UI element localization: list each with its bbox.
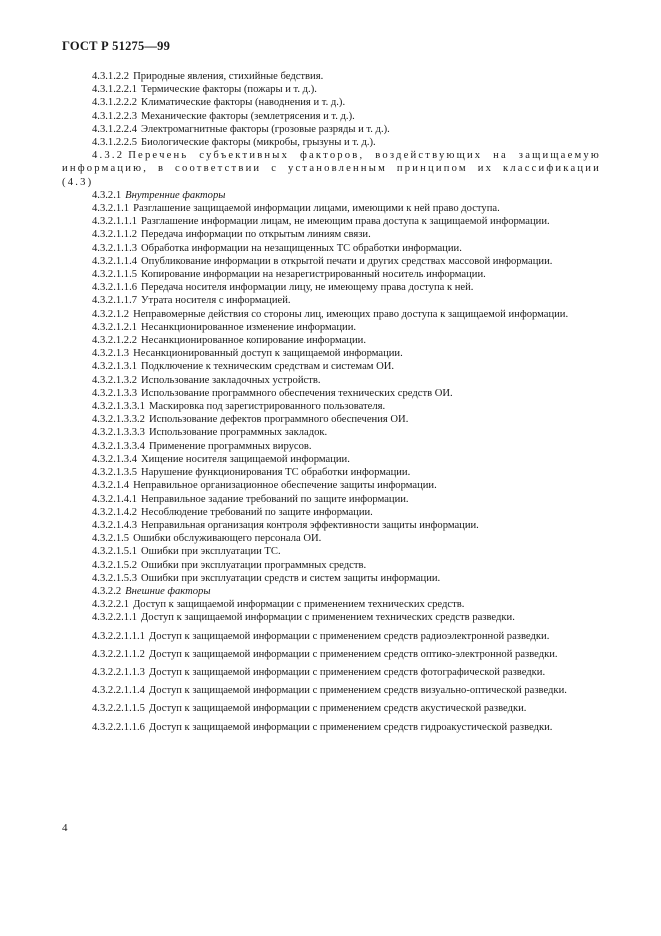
clause-text: Несанкционированное изменение информации. <box>141 321 357 333</box>
paragraph <box>62 281 601 294</box>
clause-text: Неправильная организация контроля эффективности защиты информации. <box>141 519 479 531</box>
clause-number: 4.3.2.1.1.3 <box>92 242 138 254</box>
paragraph <box>62 387 601 400</box>
paragraph <box>62 630 601 643</box>
paragraph <box>62 572 601 585</box>
clause-number: 4.3.2.1.3.4 <box>92 453 138 465</box>
clause-number: 4.3.2.1.3.3.4 <box>92 440 145 452</box>
paragraph <box>62 611 601 624</box>
page-number: 4 <box>62 822 68 834</box>
paragraph <box>62 506 601 519</box>
clause-number: 4.3.2 <box>92 150 125 162</box>
clause-number: 4.3.2.1.1.5 <box>92 269 138 281</box>
clause-number: 4.3.2.2 <box>92 585 122 597</box>
clause-number: 4.3.2.2.1.1.5 <box>92 703 145 715</box>
clause-text: Доступ к защищаемой информации с применением технических средств. <box>133 599 465 611</box>
clause-number: 4.3.2.1.1.7 <box>92 295 138 307</box>
clause-text: Доступ к защищаемой информации с применением средств радиоэлектронной разведки. <box>148 630 550 642</box>
clause-text: Перечень субъективных факторов, воздействующих на защищаемую информацию, в соответствии с установленным принципом их классификации (4.3) <box>62 150 601 188</box>
clause-text: Использование программного обеспечения технических средств ОИ. <box>141 387 453 399</box>
clause-number: 4.3.2.1.3.3.2 <box>92 414 145 426</box>
clause-number: 4.3.2.2.1.1.6 <box>92 721 145 733</box>
clause-text: Несоблюдение требований по защите информации. <box>141 506 373 518</box>
clause-number: 4.3.1.2.2.3 <box>92 110 138 122</box>
clause-number: 4.3.2.1.3 <box>92 348 130 360</box>
clause-text: Климатические факторы (наводнения и т. д.). <box>141 97 346 109</box>
clause-number: 4.3.2.1.4.2 <box>92 506 138 518</box>
clause-text: Хищение носителя защищаемой информации. <box>141 453 350 465</box>
clause-number: 4.3.2.1.4 <box>92 480 130 492</box>
clause-number: 4.3.1.2.2.2 <box>92 97 138 109</box>
paragraph <box>62 321 601 334</box>
clause-number: 4.3.2.2.1.1.1 <box>92 630 145 642</box>
paragraph <box>62 598 601 611</box>
clause-text: Доступ к защищаемой информации с применением средств визуально-оптической разведки. <box>148 685 567 697</box>
clause-text: Механические факторы (землетрясения и т. д.). <box>141 110 355 122</box>
paragraph <box>62 294 601 307</box>
clause-number: 4.3.2.2.1.1.3 <box>92 666 145 678</box>
clause-number: 4.3.1.2.2.4 <box>92 123 138 135</box>
clause-number: 4.3.2.1.3.2 <box>92 374 138 386</box>
paragraph <box>62 215 601 228</box>
paragraph <box>62 684 601 697</box>
paragraph <box>62 136 601 149</box>
clause-text: Доступ к защищаемой информации с применением средств гидроакустической разведки. <box>148 721 553 733</box>
paragraph <box>62 83 601 96</box>
clause-number: 4.3.2.1.5.3 <box>92 572 138 584</box>
paragraph <box>62 666 601 679</box>
clause-number: 4.3.2.1.1.6 <box>92 282 138 294</box>
clause-text: Доступ к защищаемой информации с применением технических средств разведки. <box>141 612 515 624</box>
paragraph <box>62 702 601 715</box>
clause-text: Утрата носителя с информацией. <box>141 295 291 307</box>
paragraph <box>62 559 601 572</box>
clause-text: Обработка информации на незащищенных ТС обработки информации. <box>141 242 462 254</box>
clause-text: Ошибки при эксплуатации ТС. <box>141 546 281 558</box>
clause-text: Внутренние факторы <box>125 189 226 201</box>
clause-text: Разглашение защищаемой информации лицами, имеющими к ней право доступа. <box>133 203 500 215</box>
clause-text: Неправомерные действия со стороны лиц, имеющих право доступа к защищаемой информации. <box>133 308 569 320</box>
paragraph <box>62 413 601 426</box>
paragraph <box>62 374 601 387</box>
clause-number: 4.3.2.1.1.1 <box>92 216 138 228</box>
clause-number: 4.3.2.2.1.1.4 <box>92 685 145 697</box>
paragraph <box>62 585 601 598</box>
clause-number: 4.3.2.2.1 <box>92 599 130 611</box>
paragraph <box>62 255 601 268</box>
clause-text: Маскировка под зарегистрированного пользователя. <box>148 401 386 413</box>
clause-text: Ошибки при эксплуатации средств и систем защиты информации. <box>141 572 441 584</box>
paragraph <box>62 426 601 439</box>
paragraph <box>62 123 601 136</box>
paragraph <box>62 242 601 255</box>
clause-text: Подключение к техническим средствам и системам ОИ. <box>141 361 395 373</box>
clause-text: Ошибки при эксплуатации программных средств. <box>141 559 367 571</box>
clause-text: Использование дефектов программного обеспечения ОИ. <box>148 414 409 426</box>
paragraph <box>62 493 601 506</box>
clause-text: Несанкционированный доступ к защищаемой информации. <box>133 348 403 360</box>
paragraph <box>62 545 601 558</box>
clause-number: 4.3.2.1.1.2 <box>92 229 138 241</box>
clause-number: 4.3.2.2.1.1.2 <box>92 648 145 660</box>
paragraph <box>62 648 601 661</box>
clause-text: Внешние факторы <box>125 585 211 597</box>
clause-text: Природные явления, стихийные бедствия. <box>133 71 324 82</box>
clause-number: 4.3.2.1.3.3.3 <box>92 427 145 439</box>
paragraph <box>62 532 601 545</box>
clause-text: Биологические факторы (микробы, грызуны и т. д.). <box>141 137 376 149</box>
clause-number: 4.3.2.1 <box>92 189 122 201</box>
clause-text: Термические факторы (пожары и т. д.). <box>141 84 317 96</box>
clause-number: 4.3.2.1.3.1 <box>92 361 138 373</box>
clause-text: Неправильное задание требований по защите информации. <box>141 493 409 505</box>
paragraph <box>62 360 601 373</box>
paragraph <box>62 347 601 360</box>
paragraph <box>62 400 601 413</box>
paragraph <box>62 96 601 109</box>
paragraph <box>62 268 601 281</box>
paragraph <box>62 453 601 466</box>
clause-text: Применение программных вирусов. <box>148 440 312 452</box>
clause-number: 4.3.2.1.5 <box>92 533 130 545</box>
paragraph <box>62 110 601 123</box>
clause-text: Доступ к защищаемой информации с применением средств фотографической разведки. <box>148 666 546 678</box>
paragraph <box>62 440 601 453</box>
paragraph <box>62 721 601 734</box>
clause-number: 4.3.2.1.3.3.1 <box>92 401 145 413</box>
clause-number: 4.3.2.1.2.2 <box>92 335 138 347</box>
paragraph <box>62 479 601 492</box>
clause-text: Несанкционированное копирование информации. <box>141 335 366 347</box>
clause-number: 4.3.2.2.1.1 <box>92 612 138 624</box>
paragraph <box>62 189 601 202</box>
paragraph <box>62 149 601 189</box>
clause-text: Неправильное организационное обеспечение защиты информации. <box>133 480 437 492</box>
clause-number: 4.3.1.2.2.5 <box>92 137 138 149</box>
paragraph <box>62 334 601 347</box>
clause-text: Передача информации по открытым линиям связи. <box>141 229 371 241</box>
clause-text: Нарушение функционирования ТС обработки информации. <box>141 467 411 479</box>
clause-number: 4.3.1.2.2 <box>92 71 130 82</box>
clause-number: 4.3.2.1.4.3 <box>92 519 138 531</box>
clause-text: Доступ к защищаемой информации с применением средств оптико-электронной разведки. <box>148 648 558 660</box>
document-body <box>62 70 601 734</box>
clause-text: Разглашение информации лицам, не имеющим права доступа к защищаемой информации. <box>141 216 550 228</box>
clause-text: Электромагнитные факторы (грозовые разряды и т. д.). <box>141 123 390 135</box>
clause-number: 4.3.2.1.5.2 <box>92 559 138 571</box>
paragraph <box>62 519 601 532</box>
clause-text: Доступ к защищаемой информации с применением средств акустической разведки. <box>148 703 527 715</box>
clause-number: 4.3.2.1.2 <box>92 308 130 320</box>
clause-number: 4.3.2.1.1 <box>92 203 130 215</box>
clause-number: 4.3.2.1.5.1 <box>92 546 138 558</box>
clause-number: 4.3.1.2.2.1 <box>92 84 138 96</box>
paragraph <box>62 70 601 83</box>
paragraph <box>62 228 601 241</box>
clause-number: 4.3.2.1.3.5 <box>92 467 138 479</box>
clause-number: 4.3.2.1.3.3 <box>92 387 138 399</box>
paragraph <box>62 202 601 215</box>
clause-text: Передача носителя информации лицу, не имеющему права доступа к ней. <box>141 282 474 294</box>
clause-number: 4.3.2.1.4.1 <box>92 493 138 505</box>
paragraph <box>62 466 601 479</box>
clause-number: 4.3.2.1.1.4 <box>92 255 138 267</box>
document-header: ГОСТ Р 51275—99 <box>62 39 171 53</box>
clause-text: Использование закладочных устройств. <box>141 374 321 386</box>
clause-text: Использование программных закладок. <box>148 427 328 439</box>
clause-number: 4.3.2.1.2.1 <box>92 321 138 333</box>
paragraph <box>62 308 601 321</box>
clause-text: Копирование информации на незарегистрированный носитель информации. <box>141 269 486 281</box>
clause-text: Ошибки обслуживающего персонала ОИ. <box>133 533 322 545</box>
clause-text: Опубликование информации в открытой печати и других средствах массовой информации. <box>141 255 553 267</box>
